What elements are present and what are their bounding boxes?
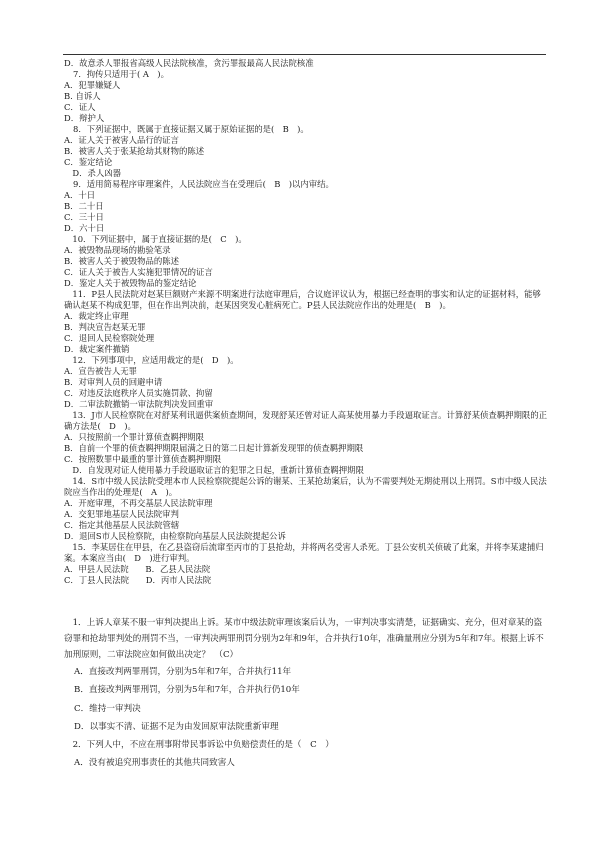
option-line: B．对审判人员的回避申请 — [64, 377, 163, 387]
option-line: D．辩护人 — [64, 113, 105, 123]
option-line: A．开庭审理，不再交基层人民法院审理 — [64, 498, 213, 508]
question-10: 10．下列证据中，属于直接证据的是( C )。 — [64, 234, 247, 244]
section-gap — [64, 586, 548, 615]
option-line: C．丁县人民法院 D．丙市人民法院 — [64, 575, 212, 585]
option-line: A．直接改判两罪刑罚，分别为5年和7年，合并执行11年 — [74, 667, 292, 677]
option-line: C．鉴定结论 — [64, 157, 113, 167]
option-line: A．没有被追究刑事责任的其他共同致害人 — [74, 758, 235, 769]
option-line: D．裁定案件撤销 — [64, 344, 130, 354]
text-line: D．故意杀人罪报省高级人民法院核准，贪污罪报最高人民法院核准 — [64, 58, 314, 68]
option-line: A．只按照前一个罪计算侦查羁押期限 — [64, 432, 205, 442]
option-line: A．犯罪嫌疑人 — [64, 80, 121, 90]
option-line: B．二十日 — [64, 201, 104, 211]
question-15: 15．李某居住在甲县，在乙县盗窃后流窜至丙市的丁县抢劫，并将两名受害人杀死。丁县公安机关侦破了此案，并将李某逮捕归案。本案应当由( D )进行审判。 — [64, 542, 544, 563]
option-line: B．自前一个罪的侦查羁押期限届满之日的第二日起计算新发现罪的侦查羁押期限 — [64, 443, 364, 453]
option-line: D．鉴定人关于被毁物品的鉴定结论 — [64, 278, 197, 288]
option-line: D．退回S市人民检察院，由检察院向基层人民法院提起公诉 — [64, 531, 286, 541]
section2-question-1: 1．上诉人章某不服一审判决提出上诉。某市中级法院审理该案后认为，一审判决事实清楚，证据确实、充分，但对章某的盗窃罪和抢劫罪判处的刑罚不当，一审判决两罪刑罚分别为2年和9年，合并执行10年，准确量刑应分别为5年和7年。根据上诉不加刑原则，二审法院应如何做出决定？ （C） — [64, 618, 544, 660]
option-line: D．以事实不清、证据不足为由发回原审法院重新审理 — [74, 721, 279, 732]
option-line: B. 自诉人 — [64, 91, 101, 101]
header-rule — [63, 54, 546, 55]
option-line: C．维持一审判决 — [74, 703, 141, 714]
section2-question-2: 2．下列人中，不应在刑事附带民事诉讼中负赔偿责任的是（ C ） — [64, 740, 334, 751]
option-line: C．按照数罪中最重的罪计算侦查羁押期限 — [64, 454, 222, 464]
document-body — [64, 58, 548, 773]
option-line: C．三十日 — [64, 212, 104, 222]
option-line: D．六十日 — [64, 223, 105, 233]
option-line: A．裁定终止审理 — [64, 311, 129, 321]
question-8: 8．下列证据中，既属于直接证据又属于原始证据的是( B )。 — [73, 124, 309, 134]
option-line: D．杀人凶器 — [64, 168, 121, 178]
option-line: C．证人关于被告人实施犯罪情况的证言 — [64, 267, 213, 277]
option-line: C．指定其他基层人民法院管辖 — [64, 520, 180, 530]
question-14: 14．S市中级人民法院受理本市人民检察院提起公诉的谢某、王某抢劫案后，认为不需要判处无期徒刑以上刑罚。S市中级人民法院应当作出的处理是( A )。 — [64, 476, 547, 497]
option-line: A．证人关于被害人品行的证言 — [64, 135, 179, 145]
option-line: A．甲县人民法院 B．乙县人民法院 — [64, 564, 211, 574]
option-line: B．直接改判两罪刑罚，分别为5年和7年，合并执行仍10年 — [74, 685, 300, 696]
option-line: B．判决宣告赵某无罪 — [64, 322, 146, 332]
option-line: D．自发现对证人使用暴力手段逼取证言的犯罪之日起，重新计算侦查羁押期限 — [64, 465, 364, 475]
option-line: C．对违反法庭秩序人员实施罚款、拘留 — [64, 388, 213, 398]
question-9: 9．适用简易程序审理案件，人民法院应当在受理后( B )以内审结。 — [73, 179, 334, 189]
option-line: C．退回人民检察院处理 — [64, 333, 155, 343]
question-11: 11．P县人民法院对赵某巨额财产来源不明案进行法庭审理后，合议庭评议认为，根据已经查明的事实和认定的证据材料，能够确认赵某不构成犯罪，但在作出判决前，赵某因突发心脏病死亡。P县人民法院应作出的处理是( B )。 — [64, 289, 541, 310]
question-7: 7．拘传只适用于( A )。 — [73, 69, 169, 79]
option-line: B．被害人关于被毁物品的陈述 — [64, 256, 180, 266]
option-line: C．证人 — [64, 102, 96, 112]
option-line: A．宣告被告人无罪 — [64, 366, 138, 376]
section-two — [64, 615, 548, 773]
option-line: D．二审法院撤销一审法院判决发回重审 — [64, 399, 214, 409]
option-line: A．十日 — [64, 190, 96, 200]
option-line: B．被害人关于张某抢劫其财物的陈述 — [64, 146, 205, 156]
question-13: 13．J市人民检察院在对舒某利讯逼供案侦查期间，发现舒某还曾对证人高某使用暴力手段逼取证言。计算舒某侦查羁押期限的正确方法是( D )。 — [64, 410, 548, 431]
option-line: A．交犯罪地基层人民法院审判 — [64, 509, 179, 519]
question-12: 12．下列事项中，应适用裁定的是( D )。 — [64, 355, 239, 365]
option-line: A．被毁物品现场的勘验笔录 — [64, 245, 171, 255]
